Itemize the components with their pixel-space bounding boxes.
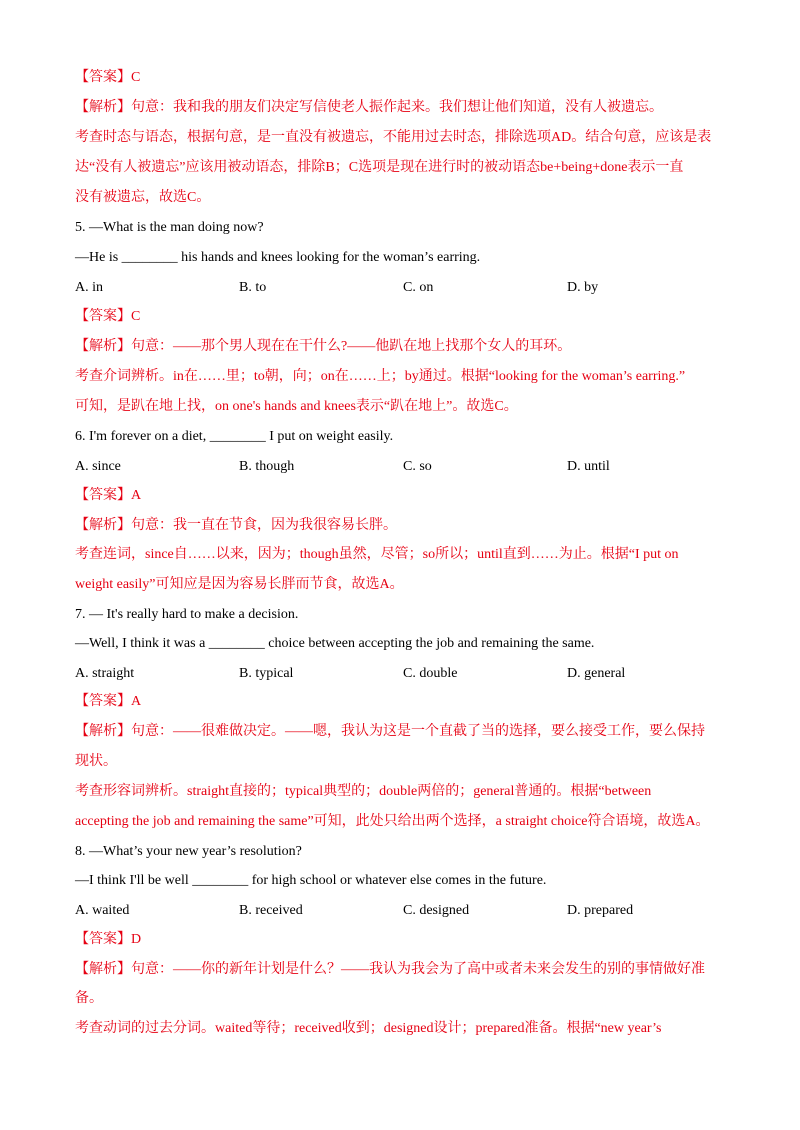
answer-explanation-line: 考查时态与语态，根据句意，是一直没有被遗忘，不能用过去时态，排除选项AD。结合句意，应该是表 xyxy=(75,130,712,145)
option-b: B. received xyxy=(239,903,303,918)
answer-explanation-line: 【解析】句意：我一直在节食，因为我很容易长胖。 xyxy=(75,518,397,533)
answer-explanation-line: 达“没有人被遗忘”应该用被动语态，排除B；C选项是现在进行时的被动语态be+being+done表示一直 xyxy=(75,160,684,175)
answer-explanation-line: 【解析】句意：我和我的朋友们决定写信使老人振作起来。我们想让他们知道，没有人被遗忘。 xyxy=(75,100,663,115)
question-line: 5. —What is the man doing now? xyxy=(75,220,264,235)
option-c: C. designed xyxy=(403,903,470,918)
answer-explanation-line: 没有被遗忘，故选C。 xyxy=(75,190,211,205)
answer-explanation-line: 考查连词，since自……以来，因为；though虽然，尽管；so所以；until直到……为止。根据“I put on xyxy=(75,547,679,562)
answer-explanation-line: 备。 xyxy=(75,991,103,1006)
answer-options xyxy=(75,901,755,921)
option-d: D. by xyxy=(567,280,599,295)
answer-explanation-line: 考查动词的过去分词。waited等待；received收到；designed设计；prepared准备。根据“new year’s xyxy=(75,1021,662,1036)
option-a: A. straight xyxy=(75,666,135,681)
answer-explanation-line: 可知，是趴在地上找，on one's hands and knees表示“趴在地上”。故选C。 xyxy=(75,399,518,414)
option-c: C. double xyxy=(403,666,458,681)
answer-explanation-line: 【答案】A xyxy=(75,488,142,503)
answer-explanation-line: 考查介词辨析。in在……里；to朝，向；on在……上；by通过。根据“looking for the woman’s earring.” xyxy=(75,369,686,384)
answer-explanation-line: 【答案】D xyxy=(75,932,142,947)
answer-explanation-line: accepting the job and remaining the same”可知，此处只给出两个选择，a straight choice符合语境，故选A。 xyxy=(75,814,710,829)
answer-options xyxy=(75,278,755,298)
question-line: —He is ________ his hands and knees looking for the woman’s earring. xyxy=(75,250,481,265)
answer-explanation-line: 【答案】C xyxy=(75,70,141,85)
option-a: A. waited xyxy=(75,903,130,918)
question-line: 6. I'm forever on a diet, ________ I put on weight easily. xyxy=(75,429,394,444)
answer-options xyxy=(75,457,755,477)
question-line: —Well, I think it was a ________ choice between accepting the job and remaining the same. xyxy=(75,636,595,651)
answer-explanation-line: 考查形容词辨析。straight直接的；typical典型的；double两倍的；general普通的。根据“between xyxy=(75,784,652,799)
option-c: C. on xyxy=(403,280,434,295)
answer-explanation-line: 【解析】句意：——那个男人现在在干什么?——他趴在地上找那个女人的耳环。 xyxy=(75,339,572,354)
option-c: C. so xyxy=(403,459,432,474)
answer-explanation-line: 【解析】句意：——很难做决定。——嗯，我认为这是一个直截了当的选择，要么接受工作，要么保持 xyxy=(75,724,705,739)
answer-explanation-line: 【答案】C xyxy=(75,309,141,324)
option-d: D. until xyxy=(567,459,610,474)
option-b: B. though xyxy=(239,459,295,474)
question-line: 8. —What’s your new year’s resolution? xyxy=(75,844,302,859)
option-a: A. in xyxy=(75,280,103,295)
answer-explanation-line: 现状。 xyxy=(75,754,117,769)
option-b: B. typical xyxy=(239,666,294,681)
option-b: B. to xyxy=(239,280,267,295)
question-line: 7. — It's really hard to make a decision. xyxy=(75,607,299,622)
answer-explanation-line: weight easily”可知应是因为容易长胖而节食，故选A。 xyxy=(75,577,404,592)
answer-options xyxy=(75,664,755,684)
question-line: —I think I'll be well ________ for high school or whatever else comes in the future. xyxy=(75,873,547,888)
option-a: A. since xyxy=(75,459,121,474)
answer-explanation-line: 【答案】A xyxy=(75,694,142,709)
option-d: D. general xyxy=(567,666,626,681)
answer-explanation-line: 【解析】句意：——你的新年计划是什么？——我认为我会为了高中或者未来会发生的别的事情做好准 xyxy=(75,962,705,977)
option-d: D. prepared xyxy=(567,903,634,918)
